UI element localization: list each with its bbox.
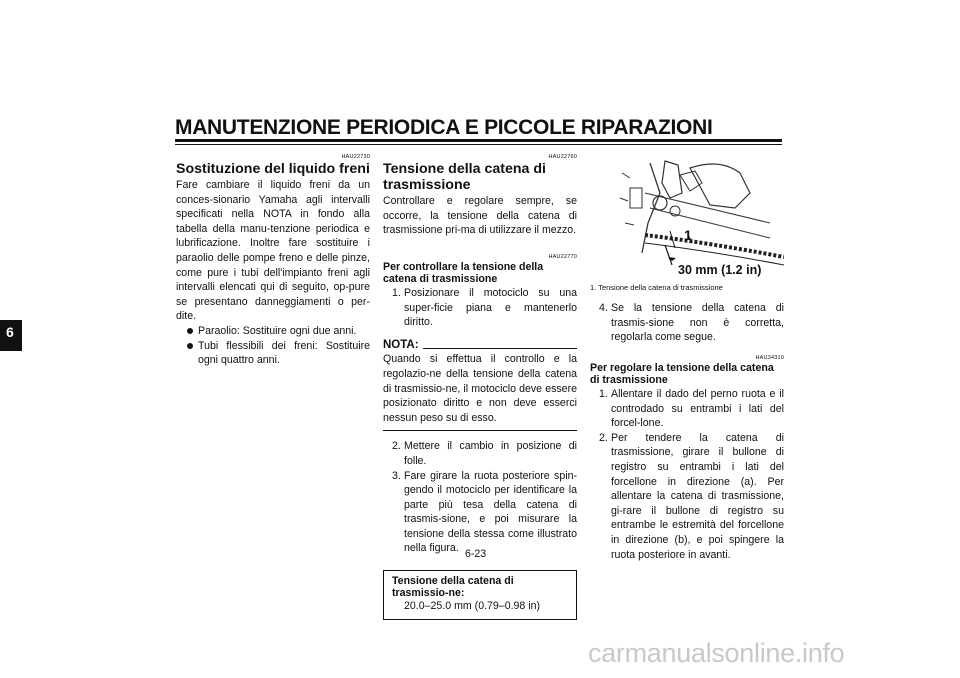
figure-caption: 1. Tensione della catena di trasmissione: [590, 283, 723, 292]
step-text: Posizionare il motociclo su una super-ficie piana e mantenerlo diritto.: [404, 286, 577, 329]
step-item: [590, 301, 784, 345]
section-intro: Controllare e regolare sempre, se occorre, la tensione della catena di trasmissione pri-ma di utilizzare il mezzo.: [383, 195, 577, 237]
nota-text: Quando si effettua il controllo e la regolazio-ne della tensione della catena di trasmissio-ne, il motociclo deve essere posizionato diritto e non deve esserci nessun peso su di esso.: [383, 353, 577, 424]
section-body: Fare cambiare il liquido freni da un conces-sionario Yamaha agli intervalli specificati nella NOTA in fondo alla tabella della manu-tenzione periodica e lubrificazione. Inoltre fare sostituire i paraolio delle pompe freno e delle pinze, come pure i tubi dell'impianto freni agli intervalli elencati qui di seguito, op-pure se presentano danneggiamenti o per-dite.: [176, 179, 370, 323]
nota-label: NOTA:: [383, 338, 419, 351]
figure-callout-number: 1: [684, 227, 692, 243]
step-item: [383, 286, 577, 330]
chapter-number: 6: [6, 324, 14, 340]
section-heading: Tensione della catena di trasmissione: [383, 161, 546, 193]
step-item: [383, 439, 577, 468]
section-heading: Sostituzione del liquido freni: [176, 161, 370, 177]
chain-tension-figure: [590, 153, 784, 281]
column-brake-fluid: [176, 150, 370, 368]
watermark: carmanualsonline.info: [588, 638, 845, 668]
page-number: 6-23: [465, 548, 487, 560]
figure-measurement: 30 mm (1.2 in): [678, 263, 762, 277]
header-rule: [175, 139, 782, 142]
spec-title: Tensione della catena di trasmissio-ne:: [392, 575, 514, 600]
nota-heading: [383, 338, 577, 353]
step-item: [383, 469, 577, 557]
step-text: Allentare il dado del perno ruota e il controdado su entrambi i lati del forcel-lone.: [611, 387, 784, 430]
column-chain-figure: [590, 150, 784, 562]
nota-end-rule: [383, 430, 577, 431]
step-number: 3.: [392, 469, 401, 482]
step-number: 1.: [599, 387, 608, 400]
step-text: Mettere il cambio in posizione di folle.: [404, 440, 577, 467]
step-item: [590, 431, 784, 562]
subsection-heading: Per controllare la tensione della catena di trasmissione: [383, 260, 544, 286]
spec-box: [383, 570, 577, 620]
section-code: HAU22770: [548, 253, 577, 260]
step-number: 2.: [599, 431, 608, 444]
page-header-title: MANUTENZIONE PERIODICA E PICCOLE RIPARAZIONI: [175, 116, 713, 139]
header-rule-thin: [175, 144, 782, 145]
step-text: Fare girare la ruota posteriore spin-gendo il motociclo per identificare la parte più tesa della catena di trasmis-sione, e poi misurare la tensione della stessa come illustrato nella figura.: [404, 469, 577, 555]
step-number: 4.: [599, 302, 608, 314]
bullet-item: Paraolio: Sostituire ogni due anni.: [176, 324, 370, 339]
nota-rule: [423, 348, 577, 349]
step-text: Per tendere la catena di trasmissione, girare il bullone di registro su entrambi i lati del forcellone in direzione (a). Per allentare la catena di trasmissione, gi-rare il bullone di registro su entrambe le estremità del forcellone in direzione (b), e poi spingere la ruota posteriore in avanti.: [611, 431, 784, 561]
section-code: HAU22730: [341, 154, 370, 160]
step-number: 2.: [392, 440, 401, 453]
spec-value: 20.0–25.0 mm (0.79–0.98 in): [404, 600, 541, 613]
bullet-item: Tubi flessibili dei freni: Sostituire ogni quattro anni.: [176, 339, 370, 368]
chain-illustration: [590, 153, 784, 281]
section-code: HAU22760: [548, 154, 577, 160]
step-text: Se la tensione della catena di trasmis-sione non è corretta, regolarla come segue.: [611, 302, 784, 344]
step-item: [590, 387, 784, 431]
section-code: HAU34310: [755, 354, 784, 361]
subsection-heading: Per regolare la tensione della catena di trasmissione: [590, 361, 774, 387]
step-number: 1.: [392, 286, 401, 299]
